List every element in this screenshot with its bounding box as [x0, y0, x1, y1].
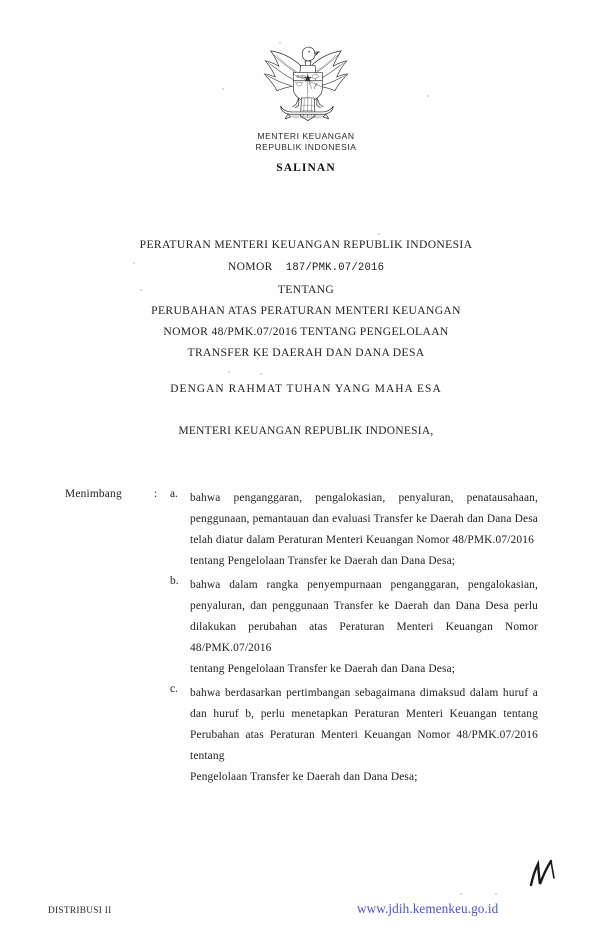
- tentang-label: TENTANG: [277, 283, 335, 296]
- regulation-subject-line-2: NOMOR 48/PMK.07/2016 TENTANG PENGELOLAAN: [163, 325, 449, 338]
- regulation-number-line: [0, 255, 612, 279]
- considering-clause: [0, 575, 612, 680]
- scan-speck: [460, 893, 462, 895]
- considering-colon: :: [154, 488, 158, 500]
- clause-body: [190, 488, 538, 572]
- ministry-line-1: MENTERI KEUANGAN: [257, 131, 355, 141]
- clause-body-tail: Pengelolaan Transfer ke Daerah dan Dana Desa;: [190, 771, 418, 783]
- considering-section: [0, 488, 612, 791]
- clause-body-tail: tentang Pengelolaan Transfer ke Daerah dan Dana Desa;: [190, 663, 456, 675]
- considering-clause: [0, 488, 612, 572]
- clause-marker: a.: [170, 488, 178, 500]
- regulation-subject-line-3: TRANSFER KE DAERAH DAN DANA DESA: [187, 346, 425, 359]
- scan-speck: [495, 893, 497, 895]
- jdih-url[interactable]: www.jdih.kemenkeu.go.id: [357, 901, 499, 916]
- clause-body-tail: tentang Pengelolaan Transfer ke Daerah dan Dana Desa;: [190, 555, 456, 567]
- clause-marker: c.: [170, 683, 178, 695]
- ministry-name: [0, 131, 612, 153]
- copy-stamp: SALINAN: [276, 162, 336, 174]
- clause-body-text: bahwa dalam rangka penyempurnaan penganggaran, pengalokasian, penyaluran, dan penggunaan Transfer ke Daerah dan Dana Desa perlu dilakukan perubahan atas Peraturan Menteri Keuangan Nomor 48/PMK.07/2016: [190, 579, 538, 654]
- considering-label: Menimbang: [65, 488, 122, 500]
- clause-marker: b.: [170, 575, 179, 587]
- regulation-title: PERATURAN MENTERI KEUANGAN REPUBLIK INDONESIA: [139, 238, 473, 251]
- clause-body: [190, 683, 538, 788]
- considering-clause: [0, 683, 612, 788]
- scan-speck: [228, 371, 230, 373]
- document-header: [0, 40, 612, 174]
- distribution-label: DISTRIBUSI II: [48, 906, 112, 916]
- garuda-pancasila-emblem: [260, 40, 352, 126]
- scan-speck: [260, 373, 262, 375]
- handwritten-initial-icon: [524, 858, 564, 892]
- regulation-number-label: NOMOR: [227, 260, 273, 273]
- clause-body: [190, 575, 538, 680]
- clause-body-text: bahwa berdasarkan pertimbangan sebagaimana dimaksud dalam huruf a dan huruf b, perlu menetapkan Peraturan Menteri Keuangan tentang Perubahan atas Peraturan Menteri Keuangan Nomor 48/PMK.07/2016 tentang: [190, 687, 538, 762]
- invocation-text: DENGAN RAHMAT TUHAN YANG MAHA ESA: [170, 383, 442, 395]
- regulation-subject-line-1: PERUBAHAN ATAS PERATURAN MENTERI KEUANGAN: [151, 304, 461, 317]
- ministry-line-2: REPUBLIK INDONESIA: [255, 142, 357, 152]
- regulation-number-value: 187/PMK.07/2016: [285, 262, 385, 274]
- clause-body-text: bahwa penganggaran, pengalokasian, penyaluran, penatausahaan, penggunaan, pemantauan dan evaluasi Transfer ke Daerah dan Dana Desa telah diatur dalam Peraturan Menteri Keuangan Nomor 48/PMK.07/2016: [190, 492, 538, 546]
- regulation-title-block: [0, 234, 612, 363]
- issuing-authority: MENTERI KEUANGAN REPUBLIK INDONESIA,: [178, 425, 434, 437]
